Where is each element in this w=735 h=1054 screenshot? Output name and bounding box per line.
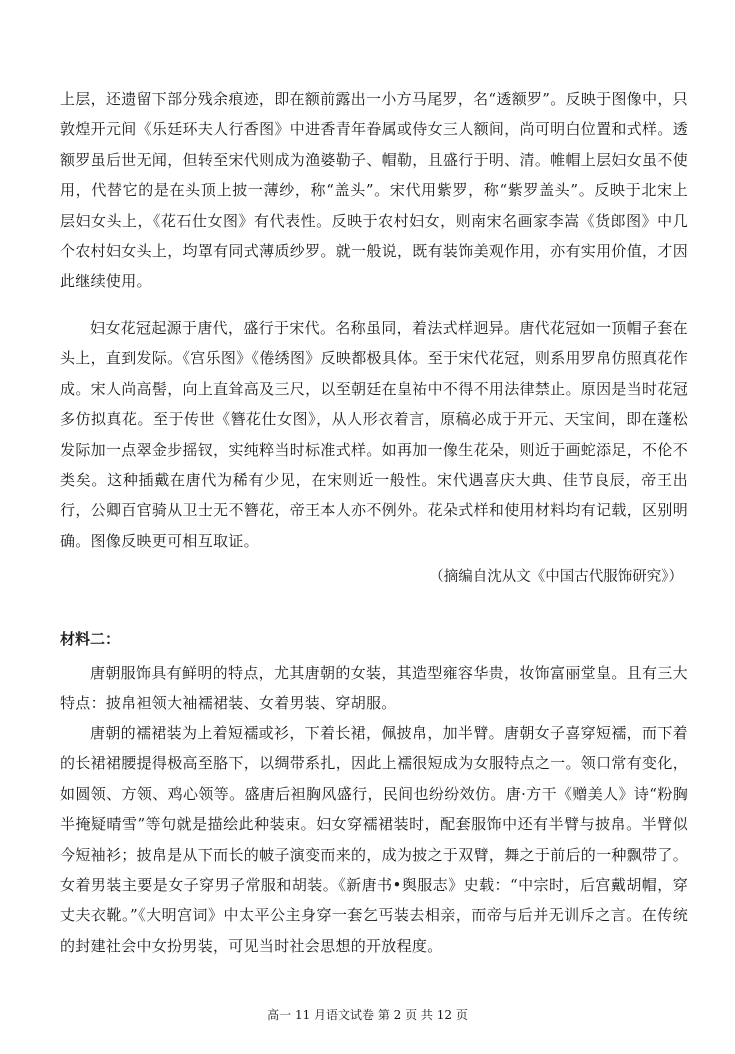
body-paragraph: 唐朝的襦裙装为上着短襦或衫，下着长裙，佩披帛，加半臂。唐朝女子喜穿短襦，而下着的长裙裙腰提得极高至胳下，以绸带系扎，因此上襦很短成为女服特点之一。领口常有变化，如圆领、方领、鸡心领等。盛唐后袒胸风盛行，民间也纷纷效仿。唐·方干《赠美人》诗“粉胸半掩疑晴雪”等句就是描绘此种装束。妇女穿襦裙装时，配套服饰中还有半臂与披帛。半臂似今短袖衫；披帛是从下而长的帔子演变而来的，成为披之于双臂，舞之于前后的一种飘带了。女着男装主要是女子穿男子常服和胡装。《新唐书•舆服志》史载：“中宗时，后宫戴胡帽，穿丈夫衣靴。”《大明宫词》中太平公主身穿一套乞丐装去相亲，而帝与后并无训斥之言。在传统的封建社会中女扮男装，可见当时社会思想的开放程度。 (60, 724, 688, 955)
material-heading: 材料二： (60, 630, 121, 648)
source-citation: （摘编自沈从文《中国古代服饰研究》） (429, 569, 683, 585)
body-paragraph: 唐朝服饰具有鲜明的特点，尤其唐朝的女装，其造型雍容华贵，妆饰富丽堂皇。且有三大特点：披帛袒领大袖襦裙装、女着男装、穿胡服。 (60, 664, 688, 713)
body-paragraph: 妇女花冠起源于唐代，盛行于宋代。名称虽同，着法式样迥异。唐代花冠如一顶帽子套在头上，直到发际。《宫乐图》《倦绣图》反映都极具体。至于宋代花冠，则系用罗帛仿照真花作成。宋人尚高髻，向上直耸高及三尺，以至朝廷在皇祐中不得不用法律禁止。原因是当时花冠多仿拟真花。至于传世《簪花仕女图》，从人形衣着言，原稿必成于开元、天宝间，即在蓬松发际加一点翠金步摇钗，实纯粹当时标准式样。如再加一像生花朵，则近于画蛇添足，不伦不类矣。这种插戴在唐代为稀有少见，在宋则近一般性。宋代遇喜庆大典、佳节良辰，帝王出行，公卿百官骑从卫士无不簪花，帝王本人亦不例外。花朵式样和使用材料均有记载，区别明确。图像反映更可相互取证。 (60, 319, 688, 550)
body-paragraph: 上层，还遗留下部分残余痕迹，即在额前露出一小方马尾罗，名“透额罗”。反映于图像中，只敦煌开元间《乐廷环夫人行香图》中进香青年眷属或侍女三人额间，尚可明白位置和式样。透额罗虽后世无闻，但转至宋代则成为渔婆勒子、帽勒，且盛行于明、清。帷帽上层妇女虽不使用，代替它的是在头顶上披一薄纱，称“盖头”。宋代用紫罗，称“紫罗盖头”。反映于北宋上层妇女头上，《花石仕女图》有代表性。反映于农村妇女，则南宋名画家李嵩《货郎图》中几个农村妇女头上，均罩有同式薄质纱罗。就一般说，既有装饰美观作用，亦有实用价值，才因此继续使用。 (60, 90, 688, 291)
page-footer: 高一 11 月语文试卷 第 2 页 共 12 页 (267, 1008, 468, 1022)
